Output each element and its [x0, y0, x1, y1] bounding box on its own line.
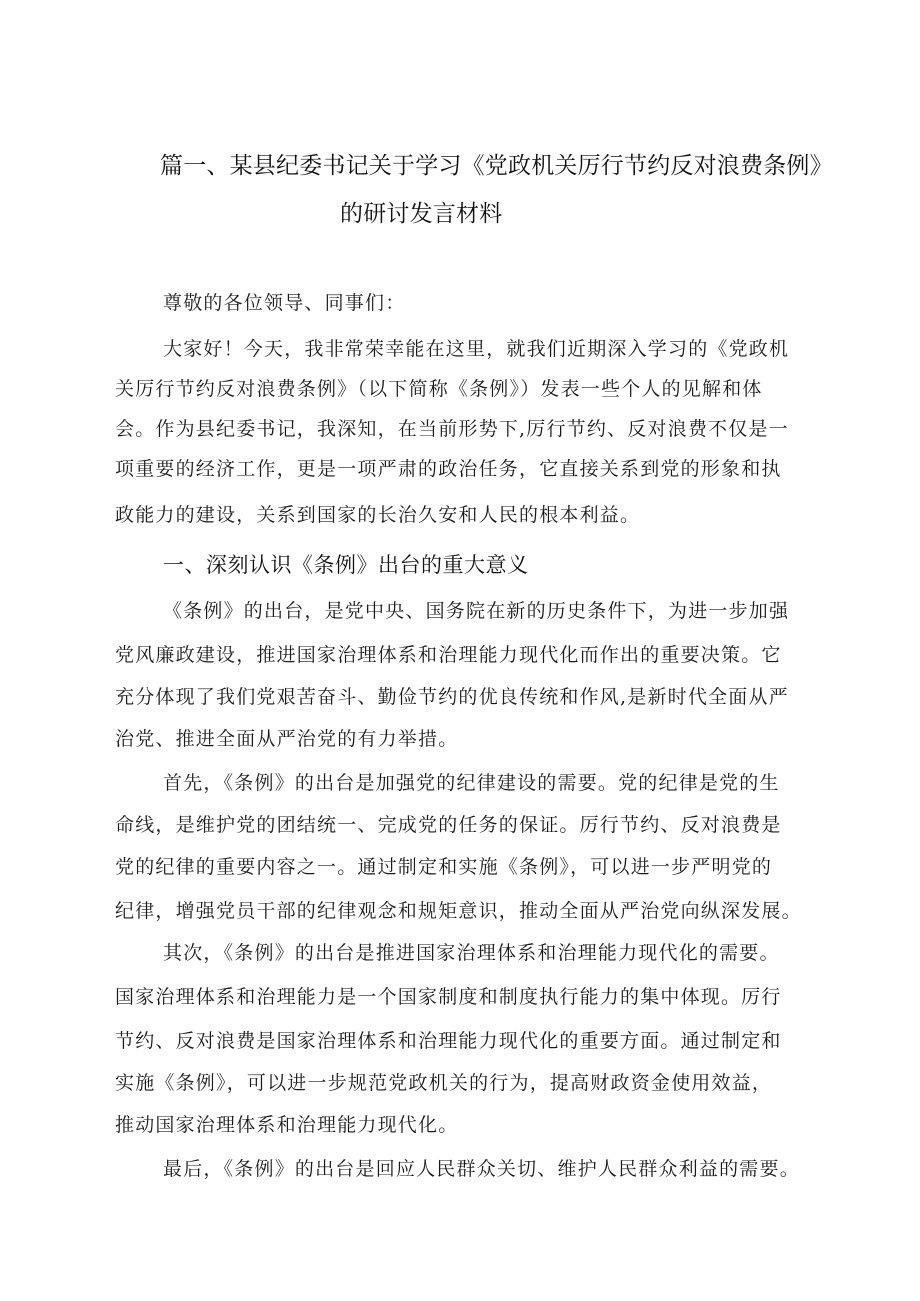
paragraph-line: 首先，《条例》的出台是加强党的纪律建设的需要。党的纪律是党的生: [163, 772, 780, 794]
paragraph-line: 国家治理体系和治理能力是一个国家制度和制度执行能力的集中体现。厉行: [115, 986, 782, 1008]
intro-line: 项重要的经济工作，更是一项严肃的政治任务，它直接关系到党的形象和执: [115, 458, 782, 480]
paragraph-line: 《条例》的出台，是党中央、国务院在新的历史条件下，为进一步加强: [163, 600, 790, 622]
paragraph-line: 党的纪律的重要内容之一。通过制定和实施《条例》，可以进一步严明党的: [115, 856, 773, 878]
intro-line: 大家好！今天，我非常荣幸能在这里，就我们近期深入学习的《党政机: [163, 338, 790, 360]
paragraph-line: 治党、推进全面从严治党的有力举措。: [115, 728, 459, 750]
paragraph-line: 推动国家治理体系和治理能力现代化。: [115, 1114, 459, 1136]
paragraph-line: 其次，《条例》的出台是推进国家治理体系和治理能力现代化的需要。: [163, 942, 780, 964]
paragraph-line: 实施《条例》，可以进一步规范党政机关的行为，提高财政资金使用效益，: [115, 1072, 773, 1094]
section-heading: 一、深刻认识《条例》出台的重大意义: [163, 553, 529, 577]
paragraph-line: 命线，是维护党的团结统一、完成党的任务的保证。厉行节约、反对浪费是: [115, 814, 782, 836]
document-title-line2: 的研讨发言材料: [340, 201, 503, 227]
paragraph-line: 纪律，增强党员干部的纪律观念和规矩意识，推动全面从严治党向纵深发展。: [115, 900, 802, 922]
paragraph-line: 充分体现了我们党艰苦奋斗、勤俭节约的优良传统和作风,是新时代全面从严: [115, 686, 789, 708]
salutation: 尊敬的各位领导、同事们：: [163, 292, 406, 314]
paragraph-line: 节约、反对浪费是国家治理体系和治理能力现代化的重要方面。通过制定和: [115, 1030, 782, 1052]
intro-line: 关厉行节约反对浪费条例》（以下简称《条例》）发表一些个人的见解和体: [115, 378, 763, 400]
paragraph-line: 最后，《条例》的出台是回应人民群众关切、维护人民群众利益的需要。: [163, 1158, 800, 1180]
paragraph-line: 党风廉政建设，推进国家治理体系和治理能力现代化而作出的重要决策。它: [115, 644, 782, 666]
intro-line: 政能力的建设，关系到国家的长治久安和人民的根本利益。: [115, 504, 641, 526]
document-title-line1: 篇一、某县纪委书记关于学习《党政机关厉行节约反对浪费条例》: [160, 153, 833, 179]
intro-line: 会。作为县纪委书记，我深知，在当前形势下,厉行节约、反对浪费不仅是一: [115, 418, 789, 440]
